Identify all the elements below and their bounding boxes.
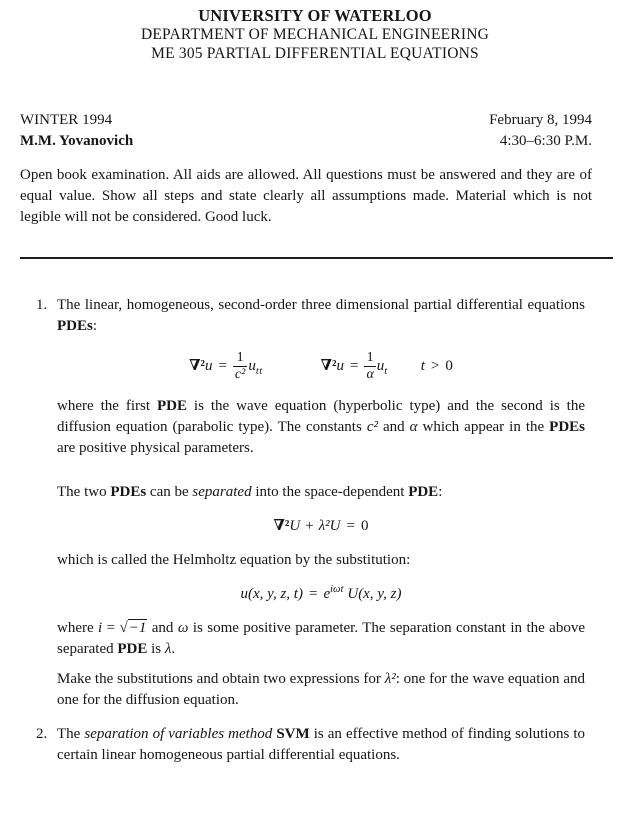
- equals-sign: =: [349, 358, 359, 374]
- diffusion-rhs-subscript: t: [384, 366, 388, 377]
- substitution-lhs: u(x, y, z, t): [240, 586, 303, 602]
- term-label: WINTER 1994: [20, 112, 113, 128]
- nabla-squared-operator: ∇²: [320, 358, 337, 374]
- wave-equation: [189, 350, 263, 383]
- university-title: UNIVERSITY OF WATERLOO: [198, 6, 432, 25]
- diffusion-equation: [321, 350, 388, 383]
- question-1: [36, 295, 585, 711]
- divider-rule: [20, 257, 613, 259]
- exponential-exponent: iωt: [330, 584, 344, 595]
- question-1-make-paragraph: Make the substitutions and obtain two expressions for λ²: one for the wave equation and one for the diffusion equation.: [57, 671, 585, 708]
- wave-rhs-variable: u: [248, 358, 256, 374]
- meta-row-examiner-time: [20, 131, 592, 152]
- condition-variable: t: [420, 358, 425, 374]
- greater-than-sign: >: [430, 358, 440, 374]
- helmholtz-value: 0: [360, 518, 369, 534]
- display-equations-wave-diffusion: [57, 350, 585, 383]
- question-1-called-paragraph: which is called the Helmholtz equation by the substitution:: [57, 552, 411, 568]
- fraction-numerator: 1: [233, 350, 247, 367]
- page-header: [0, 0, 630, 63]
- examiner-name: M.M. Yovanovich: [20, 133, 134, 149]
- question-1-substitution-note: where i = √−1 and ω is some positive parameter. The separation constant in the above separated PDE is λ.: [57, 620, 585, 657]
- meta-row-term-date: [20, 110, 592, 131]
- question-2: [36, 724, 585, 766]
- fraction-denominator: c²: [234, 367, 246, 382]
- fraction-numerator: 1: [364, 350, 375, 367]
- nabla-squared-operator: ∇²: [189, 358, 205, 374]
- question-1-separated-paragraph: The two PDEs can be separated into the space-dependent PDE:: [57, 484, 443, 500]
- exam-meta: [20, 110, 592, 152]
- substitution-expression: [240, 584, 401, 605]
- substitution-rhs: U(x, y, z): [347, 586, 402, 602]
- equals-sign: =: [346, 518, 355, 534]
- question-2-intro: The separation of variables method SVM is an effective method of finding solutions to certain linear homogeneous partial differential equations.: [57, 726, 585, 763]
- question-list: [0, 295, 630, 766]
- course-line: ME 305 PARTIAL DIFFERENTIAL EQUATIONS: [151, 45, 479, 62]
- wave-fraction: [233, 350, 247, 383]
- question-1-where-paragraph: where the first PDE is the wave equation (hyperbolic type) and the second is the diffusion equation (parabolic type). The constants c² and α which appear in the PDEs are positive physical parameters.: [57, 398, 585, 456]
- equals-sign: =: [218, 358, 227, 374]
- diffusion-lhs-variable: u: [336, 358, 344, 374]
- plus-sign: +: [305, 518, 314, 534]
- diffusion-rhs-variable: u: [376, 358, 385, 374]
- exponential-base: e: [323, 586, 331, 602]
- helmholtz-expression: [274, 516, 369, 537]
- exam-date: February 8, 1994: [489, 112, 592, 128]
- instructions-paragraph: Open book examination. All aids are allowed. All questions must be answered and they are of equal value. Show all steps and state clearly all assumptions made. Material which is not legible will not be considered. Good luck.: [20, 167, 592, 225]
- condition-value: 0: [445, 358, 453, 374]
- question-2-number: 2.: [36, 726, 48, 742]
- wave-lhs-variable: u: [204, 358, 213, 374]
- wave-rhs-subscript: tt: [255, 366, 263, 377]
- helmholtz-equation: [57, 516, 585, 537]
- helmholtz-variable-1: U: [289, 518, 301, 534]
- lambda-squared-term: λ²U: [318, 518, 341, 534]
- department-line: DEPARTMENT OF MECHANICAL ENGINEERING: [141, 26, 489, 43]
- question-1-intro: The linear, homogeneous, second-order three dimensional partial differential equations PDEs:: [57, 297, 585, 334]
- nabla-squared-operator: ∇²: [273, 518, 290, 534]
- fraction-denominator: α: [366, 367, 374, 382]
- exam-time: 4:30–6:30 P.M.: [499, 133, 592, 149]
- equals-sign: =: [308, 586, 318, 602]
- time-condition: [421, 356, 453, 377]
- diffusion-fraction: [364, 350, 375, 383]
- substitution-equation: [57, 584, 585, 605]
- question-1-number: 1.: [36, 297, 48, 313]
